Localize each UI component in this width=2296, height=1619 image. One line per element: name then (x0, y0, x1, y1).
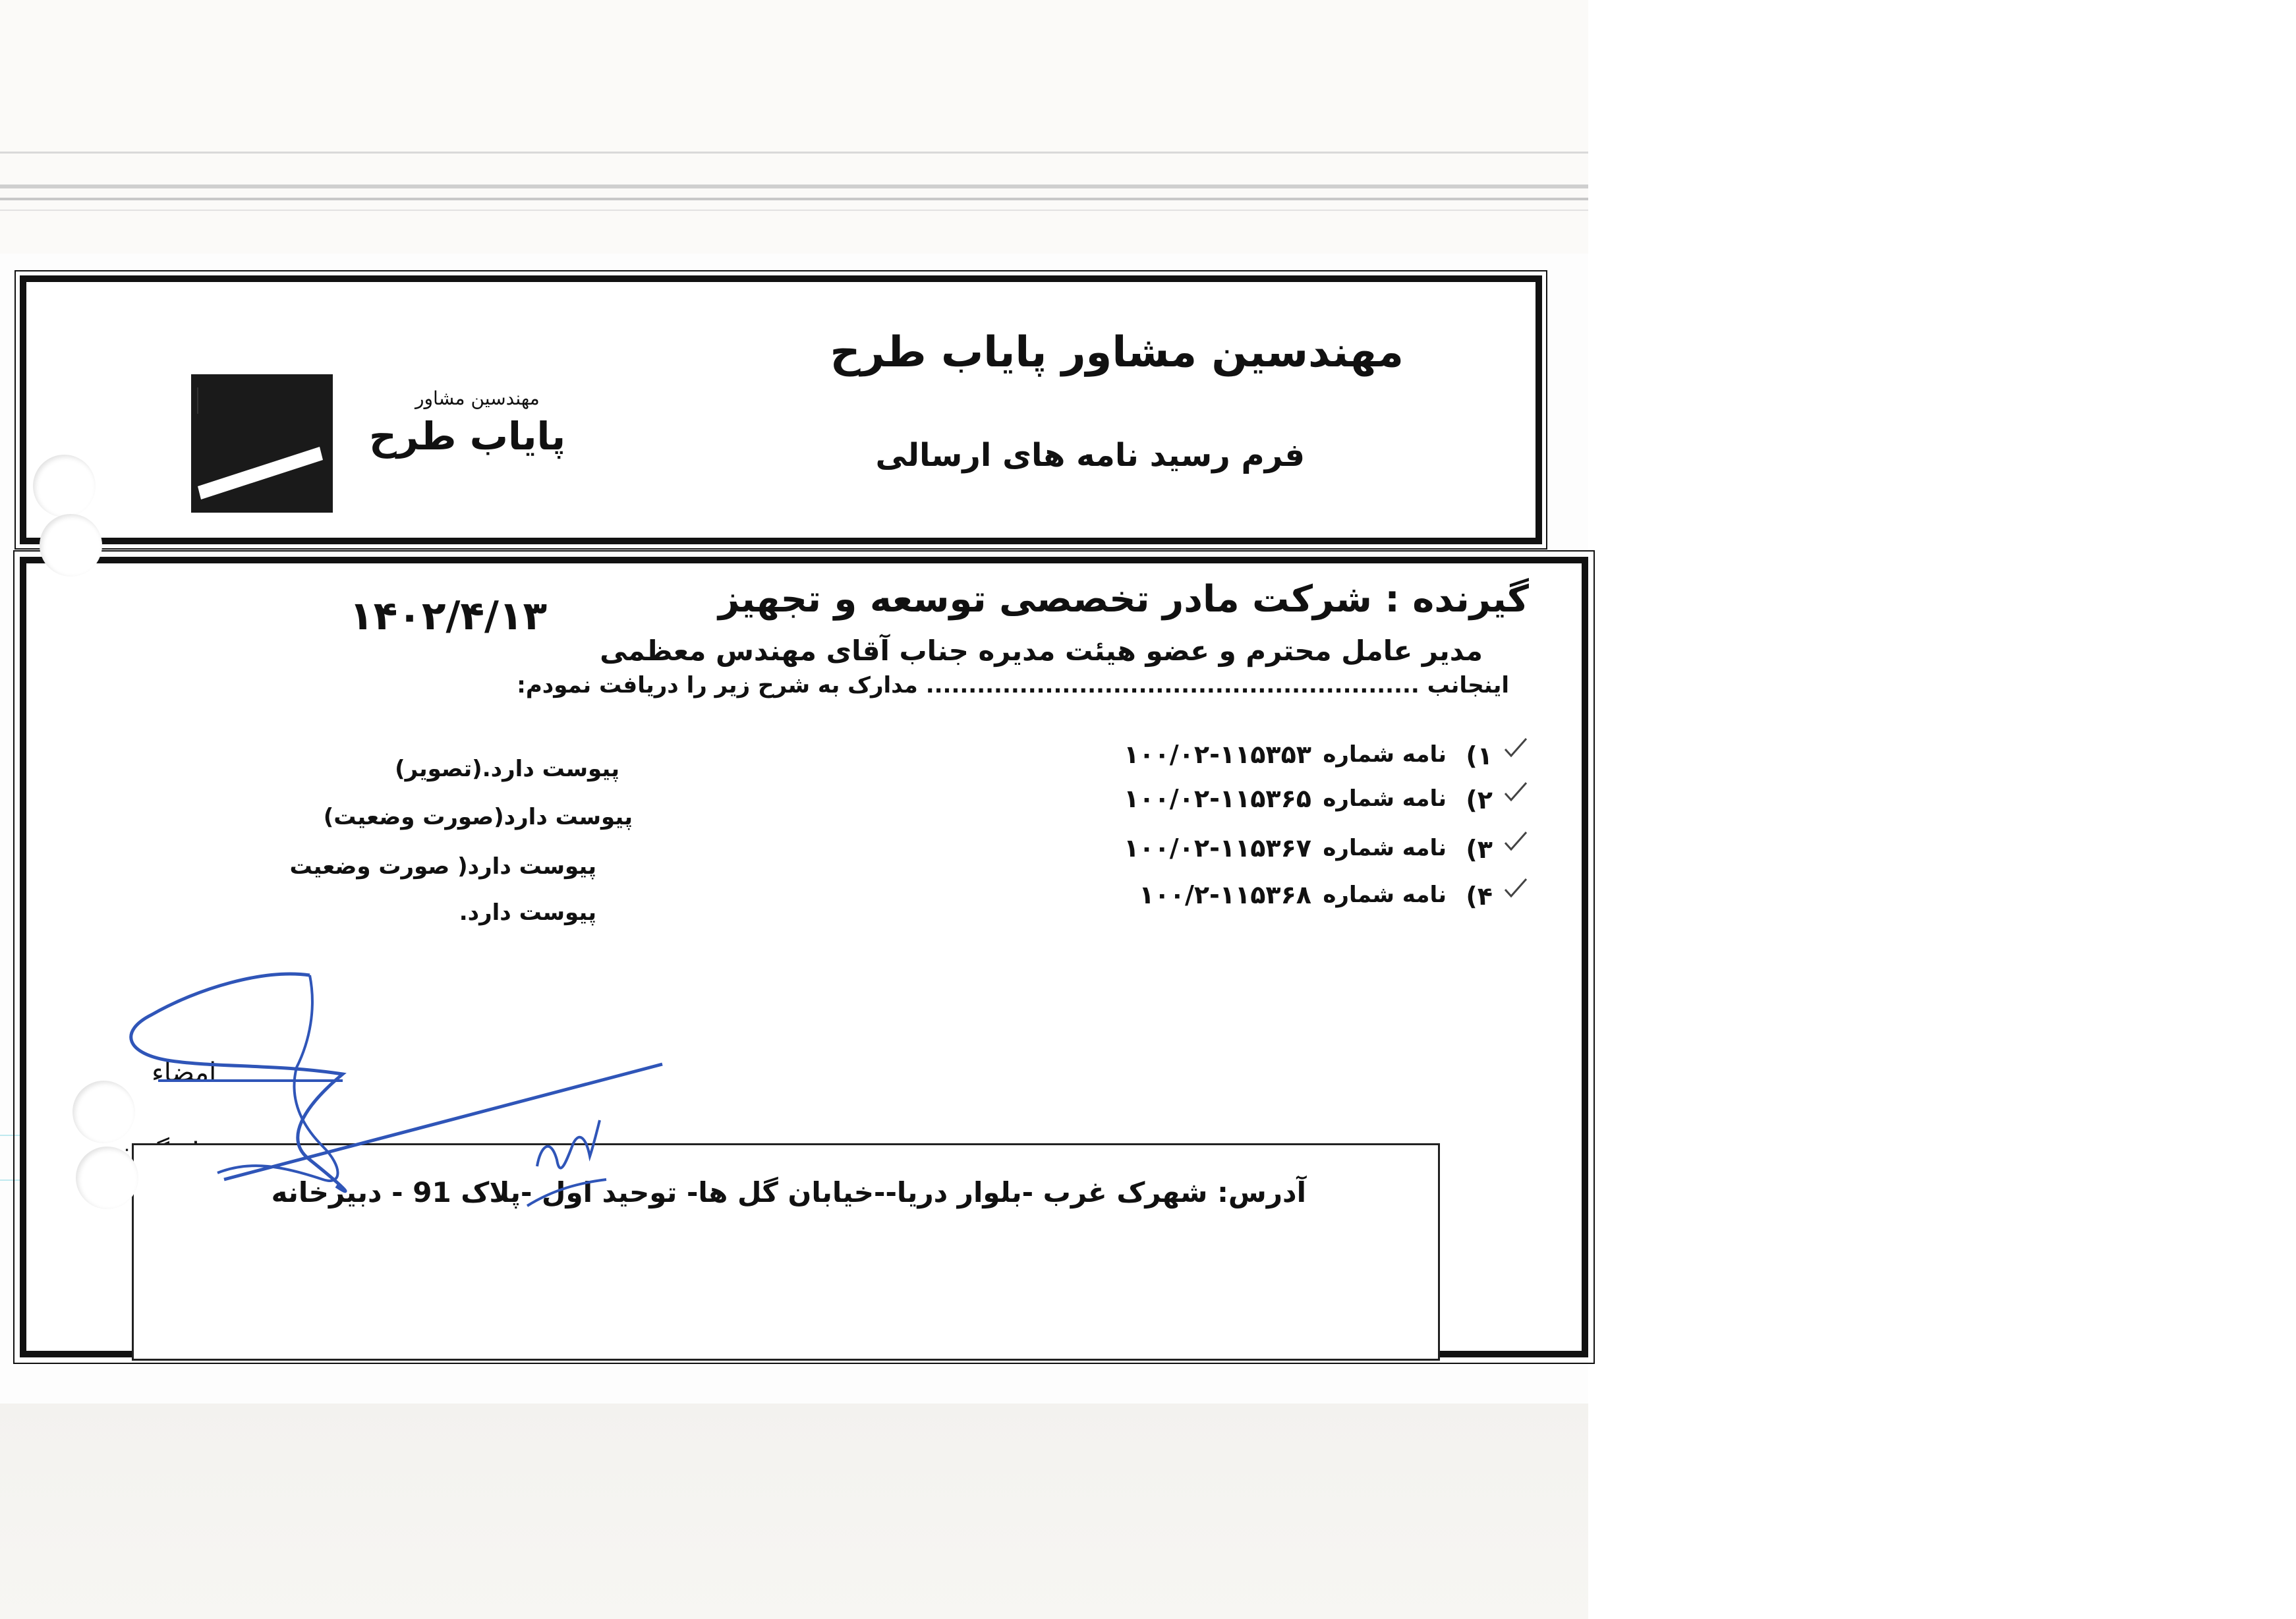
item-number: ۴) (1466, 882, 1493, 911)
check-icon (1503, 779, 1529, 805)
logo-text-big: پایاب طرح (369, 414, 566, 459)
item-number: ۲) (1466, 785, 1493, 814)
item-number: ۱) (1466, 741, 1493, 770)
paper-edge (0, 185, 1588, 188)
check-icon (1503, 735, 1529, 761)
item-attachment: پیوست دارد.(تصویر) (395, 756, 619, 782)
company-title: مهندسین مشاور پایاب طرح (830, 328, 1404, 377)
punch-hole (76, 1147, 138, 1209)
list-item (738, 785, 1529, 825)
check-icon (1503, 828, 1529, 855)
check-icon (1503, 875, 1529, 901)
date: ۱۴۰۲/۴/۱۳ (349, 593, 548, 639)
item-code: ۱۰۰/۲-۱۱۵۳۶۸ (1139, 880, 1311, 909)
item-attachment: پیوست دارد(صورت وضعیت) (323, 804, 633, 830)
item-code: ۱۰۰/۰۲-۱۱۵۳۶۷ (1124, 834, 1311, 863)
address-text: آدرس: شهرک غرب -بلوار دریا--خیابان گل ها- توحید اول -پلاک 91 - دبیرخانه (271, 1176, 1306, 1208)
scan-shadow (0, 1404, 1588, 1619)
paper-edge (0, 210, 1588, 211)
list-item (738, 882, 1529, 921)
paper-edge (0, 198, 1588, 200)
recipient-line: گیرنده : شرکت مادر تخصصی توسعه و تجهیز (718, 578, 1529, 621)
header-box (20, 275, 1542, 544)
item-code: ۱۰۰/۰۲-۱۱۵۳۶۵ (1124, 784, 1311, 813)
item-label: نامه شماره (1323, 882, 1447, 908)
list-item (738, 741, 1529, 781)
item-code: ۱۰۰/۰۲-۱۱۵۳۵۳ (1124, 740, 1311, 769)
punch-hole (40, 514, 102, 577)
address-box (132, 1143, 1440, 1361)
logo-text-small: مهندسین مشاور (415, 387, 540, 409)
item-number: ۳) (1466, 835, 1493, 864)
company-logo-icon (191, 374, 333, 513)
paper-edge (0, 152, 1588, 154)
punch-hole (72, 1081, 135, 1143)
list-item (738, 835, 1529, 874)
item-label: نامه شماره (1323, 741, 1447, 768)
acknowledgement-line: اینجانب .......................................................... مدارک به شرح زیر را دریافت نمودم: (517, 672, 1509, 698)
item-attachment: پیوست دارد( صورت وضعیت (289, 853, 596, 880)
punch-hole (33, 455, 96, 517)
item-attachment: پیوست دارد. (459, 899, 596, 926)
receiver-label: گیرنده (92, 1137, 169, 1170)
salutation: مدیر عامل محترم و عضو هیئت مدیره جناب آقای مهندس معظمی (600, 635, 1483, 667)
item-label: نامه شماره (1323, 835, 1447, 861)
item-label: نامه شماره (1323, 785, 1447, 812)
signature-label: امضاء (152, 1058, 217, 1088)
form-title: فرم رسید نامه های ارسالی (875, 437, 1305, 474)
